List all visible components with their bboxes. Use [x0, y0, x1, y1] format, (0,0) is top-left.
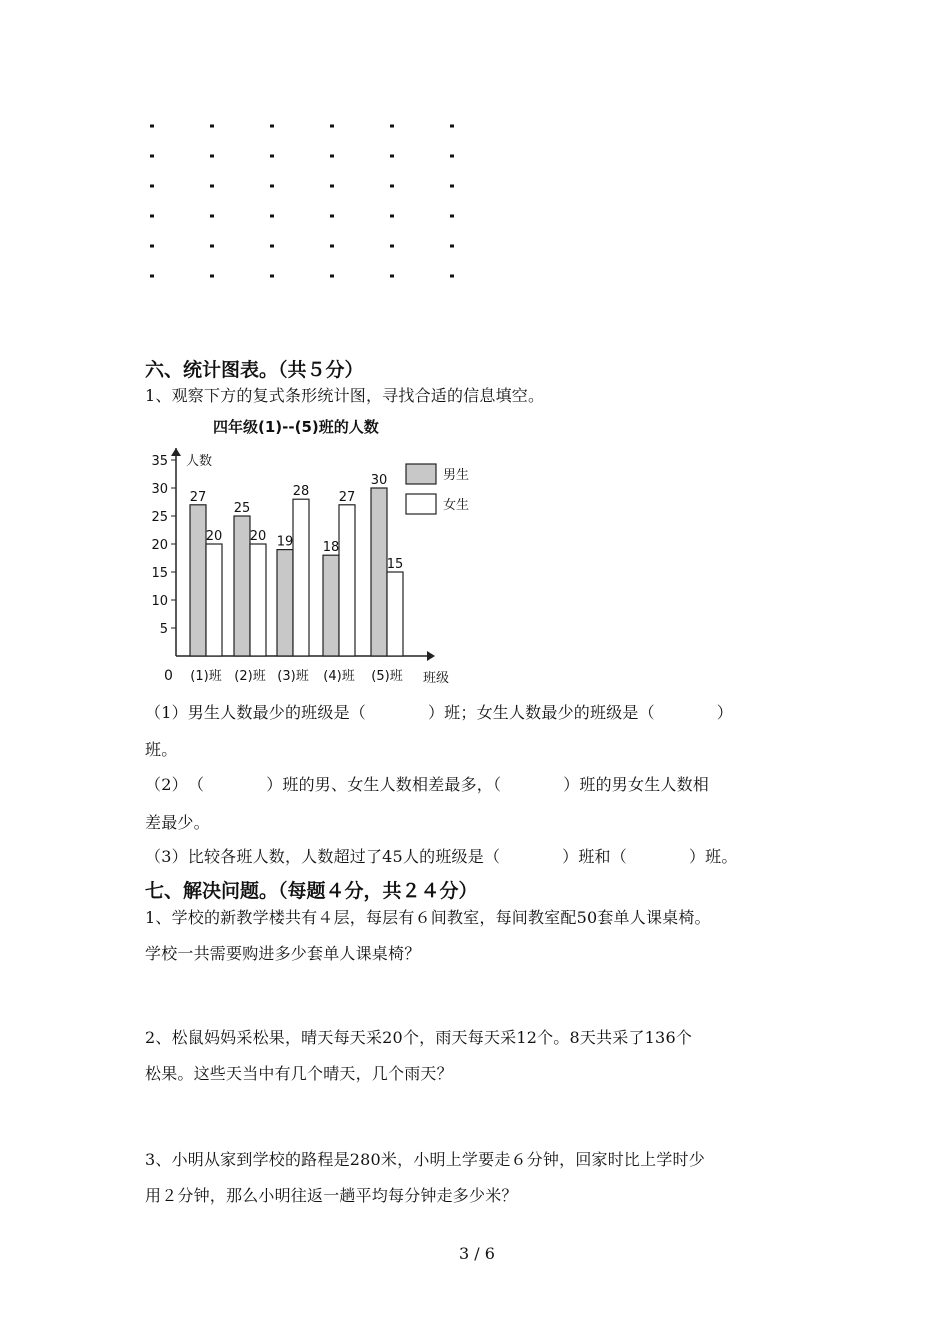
- grid-dot: [330, 215, 334, 218]
- grid-dot: [210, 215, 214, 218]
- bar: [190, 505, 206, 656]
- grid-dot: [270, 185, 274, 188]
- bar: [339, 505, 355, 656]
- sub2-part-c: ）班的男女生人数相: [563, 775, 710, 794]
- bar-data-label: 27: [189, 489, 207, 505]
- legend-label: 男生: [443, 468, 470, 483]
- class-size-chart: [138, 408, 478, 693]
- sub2-part-b: ）班的男、女生人数相差最多，（: [266, 775, 502, 794]
- grid-dot: [210, 245, 214, 248]
- sub3-part-b: ）班和（: [562, 847, 627, 866]
- x-axis-label: 班级: [423, 671, 450, 686]
- bar: [293, 499, 309, 656]
- section7-q3-line1: 3、小明从家到学校的路程是280米，小明上学要走６分钟，回家时比上学时少: [145, 1150, 705, 1169]
- bar: [206, 544, 222, 656]
- y-tick-label: 30: [151, 482, 168, 497]
- grid-dot: [270, 155, 274, 158]
- grid-dot: [270, 215, 274, 218]
- y-tick-label: 5: [159, 622, 168, 637]
- bar-data-label: 30: [370, 473, 388, 488]
- y-tick-label: 25: [151, 510, 168, 525]
- grid-dot: [330, 185, 334, 188]
- bar: [387, 572, 403, 656]
- section6-sub1: [145, 700, 733, 723]
- grid-dot: [330, 125, 334, 128]
- x-tick-label: (4)班: [323, 669, 355, 684]
- bar-data-label: 15: [386, 557, 404, 572]
- legend-swatch: [406, 464, 436, 484]
- origin-label: 0: [164, 668, 173, 684]
- page-number: 3 / 6: [459, 1244, 495, 1263]
- section7-q1-line1: 1、学校的新教学楼共有４层，每层有６间教室，每间教室配50套单人课桌椅。: [145, 908, 711, 927]
- bar: [323, 555, 339, 656]
- bar-data-label: 19: [276, 534, 294, 550]
- grid-dot: [450, 275, 454, 278]
- y-axis-label: 人数: [186, 454, 213, 469]
- section7-q2-line1: 2、松鼠妈妈采松果，晴天每天采20个，雨天每天采12个。8天共采了136个: [145, 1028, 693, 1047]
- grid-dot: [270, 245, 274, 248]
- grid-dot: [390, 275, 394, 278]
- dot-grid: [0, 0, 950, 320]
- section6-sub2-cont: 差最少。: [145, 813, 210, 832]
- section6-sub3: [145, 844, 738, 867]
- bar-data-label: 20: [205, 529, 223, 544]
- sub3-part-a: （3）比较各班人数，人数超过了45人的班级是（: [145, 847, 501, 866]
- x-tick-label: (3)班: [277, 669, 309, 684]
- grid-dot: [150, 125, 154, 128]
- x-axis-arrow: [427, 651, 435, 661]
- section7-q3-line2: 用２分钟，那么小明往返一趟平均每分钟走多少米？: [145, 1186, 518, 1205]
- x-tick-label: (1)班: [190, 669, 222, 684]
- grid-dot: [450, 125, 454, 128]
- grid-dot: [270, 125, 274, 128]
- section7-heading: 七、解决问题。（每题４分，共２４分）: [145, 880, 478, 902]
- y-tick-label: 20: [151, 538, 168, 553]
- grid-dot: [150, 245, 154, 248]
- bar-chart-svg: [138, 408, 478, 693]
- grid-dot: [390, 125, 394, 128]
- bar-data-label: 28: [292, 484, 310, 500]
- y-tick-label: 10: [151, 594, 168, 609]
- bar-data-label: 20: [249, 529, 267, 544]
- y-tick-label: 15: [151, 566, 168, 581]
- grid-dot: [390, 245, 394, 248]
- section6-sub1-cont: 班。: [145, 740, 178, 759]
- grid-dot: [390, 155, 394, 158]
- sub1-part-a: （1）男生人数最少的班级是（: [145, 703, 366, 722]
- grid-dot: [390, 185, 394, 188]
- bar: [371, 488, 387, 656]
- legend-label: 女生: [443, 498, 470, 513]
- bar-data-label: 25: [233, 501, 251, 516]
- grid-dot: [150, 215, 154, 218]
- grid-dot: [450, 155, 454, 158]
- grid-dot: [210, 275, 214, 278]
- grid-dot: [210, 185, 214, 188]
- y-tick-label: 35: [151, 454, 168, 469]
- sub3-part-c: ）班。: [688, 847, 738, 866]
- grid-dot: [450, 245, 454, 248]
- y-axis-arrow: [171, 448, 181, 456]
- grid-dot: [330, 245, 334, 248]
- grid-dot: [450, 185, 454, 188]
- section6-heading: 六、统计图表。（共５分）: [145, 359, 364, 381]
- sub1-part-b: ）班；女生人数最少的班级是（: [427, 703, 655, 722]
- grid-dot: [210, 155, 214, 158]
- grid-dot: [150, 185, 154, 188]
- grid-dot: [330, 275, 334, 278]
- sub2-part-a: （2） （: [145, 775, 205, 794]
- grid-dot: [330, 155, 334, 158]
- bar: [277, 550, 293, 656]
- section6-q1-intro: 1、观察下方的复式条形统计图，寻找合适的信息填空。: [145, 386, 545, 405]
- grid-dot: [270, 275, 274, 278]
- legend-swatch: [406, 494, 436, 514]
- grid-dot: [210, 125, 214, 128]
- section7-q1-line2: 学校一共需要购进多少套单人课桌椅？: [145, 944, 421, 963]
- bar-data-label: 18: [322, 540, 340, 556]
- bar: [234, 516, 250, 656]
- grid-dot: [390, 215, 394, 218]
- chart-title: 四年级(1)--(5)班的人数: [213, 418, 379, 436]
- grid-dot: [450, 215, 454, 218]
- x-tick-label: (2)班: [234, 669, 266, 684]
- bar: [250, 544, 266, 656]
- section6-sub2: [145, 772, 709, 795]
- x-tick-label: (5)班: [371, 669, 403, 684]
- sub1-part-c: ）: [716, 703, 733, 722]
- bar-data-label: 27: [338, 489, 356, 505]
- section7-q2-line2: 松果。这些天当中有几个晴天，几个雨天？: [145, 1064, 453, 1083]
- grid-dot: [150, 155, 154, 158]
- grid-dot: [150, 275, 154, 278]
